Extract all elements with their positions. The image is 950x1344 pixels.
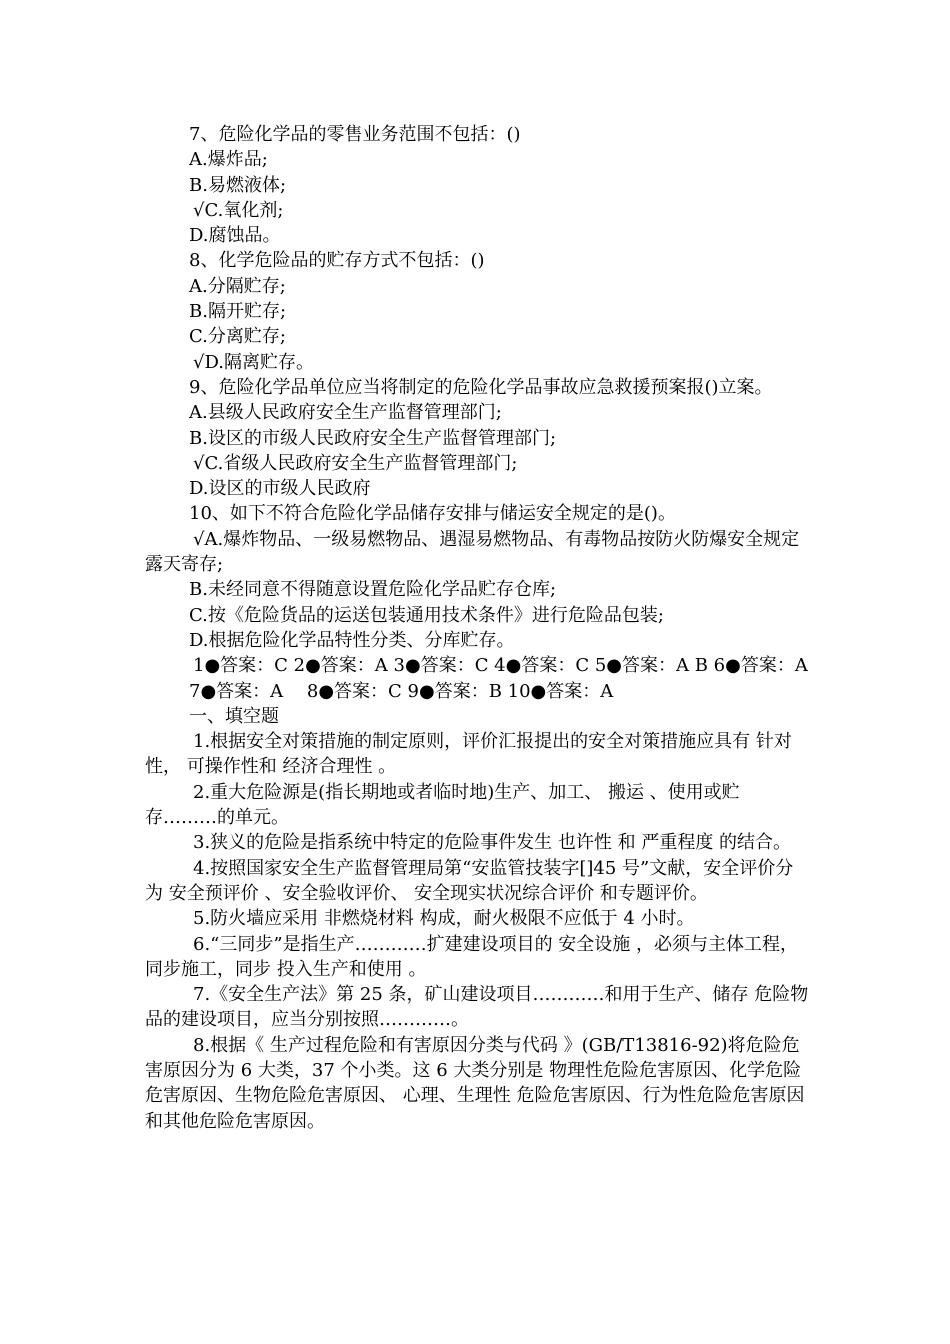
text-line: √D.隔离贮存。 <box>193 351 314 373</box>
text-line: D.腐蚀品。 <box>189 225 281 247</box>
text-line: 8、化学危险品的贮存方式不包括：() <box>189 250 485 272</box>
text-line: 1●答案：C 2●答案：A 3●答案：C 4●答案：C 5●答案：A B 6●答案：A <box>193 655 808 677</box>
text-line: B.易燃液体; <box>189 174 287 196</box>
text-line: 8.根据《 生产过程危险和有害原因分类与代码 》(GB/T13816-92)将危险危害原因分为 6 大类，37 个小类。这 6 大类分别是 物理性危险危害原因、化学危险危害原因、生物危险危害原因、 心理、生理性 危险危害原因、行为性危险危害原因和其他危险危害原因。 <box>145 1034 805 1132</box>
text-line: A.分隔贮存; <box>189 275 286 297</box>
text-line: √A.爆炸物品、一级易燃物品、遇湿易燃物品、有毒物品按防火防爆安全规定露天寄存; <box>145 528 800 576</box>
text-line: √C.省级人民政府安全生产监督管理部门; <box>193 452 518 474</box>
text-line: 一、填空题 <box>189 705 279 727</box>
text-line: B.设区的市级人民政府安全生产监督管理部门; <box>189 427 557 449</box>
text-line: D.根据危险化学品特性分类、分库贮存。 <box>189 629 515 651</box>
text-line: 7●答案：A 8●答案：C 9●答案：B 10●答案：A <box>189 680 614 702</box>
text-line: 6.“三同步”是指生产…………扩建建设项目的 安全设施 ，必须与主体工程，同步施工，同步 投入生产和使用 。 <box>145 933 799 980</box>
text-line: 3.狭义的危险是指系统中特定的危险事件发生 也许性 和 严重程度 的结合。 <box>193 832 792 854</box>
text-line: 1.根据安全对策措施的制定原则，评价汇报提出的安全对策措施应具有 针对性， 可操作性和 经济合理性 。 <box>145 731 792 778</box>
text-line: D.设区的市级人民政府 <box>189 478 371 500</box>
text-line: 7.《安全生产法》第 25 条，矿山建设项目…………和用于生产、储存 危险物品的建设项目，应当分别按照…………。 <box>145 984 809 1031</box>
text-line: C.按《危险货品的运送包装通用技术条件》进行危险品包装; <box>189 604 664 626</box>
text-line: B.未经同意不得随意设置危险化学品贮存仓库; <box>189 579 557 601</box>
text-line: B.隔开贮存; <box>189 301 287 323</box>
text-line: A.爆炸品; <box>189 149 268 171</box>
text-line: A.县级人民政府安全生产监督管理部门; <box>189 402 502 424</box>
text-line: 5.防火墙应采用 非燃烧材料 构成，耐火极限不应低于 4 小时。 <box>193 908 695 930</box>
document-body <box>145 122 810 1134</box>
text-line: C.分离贮存; <box>189 326 286 348</box>
text-line: 4.按照国家安全生产监督管理局第“安监管技装字[]45 号”文献，安全评价分为 安全预评价 、安全验收评价、 安全现实状况综合评价 和专题评价。 <box>145 857 794 904</box>
text-line: √C.氧化剂; <box>193 199 284 221</box>
text-line: 9、危险化学品单位应当将制定的危险化学品事故应急救援预案报()立案。 <box>189 376 773 398</box>
text-line: 7、危险化学品的零售业务范围不包括：() <box>189 124 521 145</box>
text-line: 10、如下不符合危险化学品储存安排与储运安全规定的是()。 <box>189 503 676 525</box>
text-line: 2.重大危险源是(指长期地或者临时地)生产、加工、 搬运 、使用或贮存………的单元。 <box>145 781 740 829</box>
